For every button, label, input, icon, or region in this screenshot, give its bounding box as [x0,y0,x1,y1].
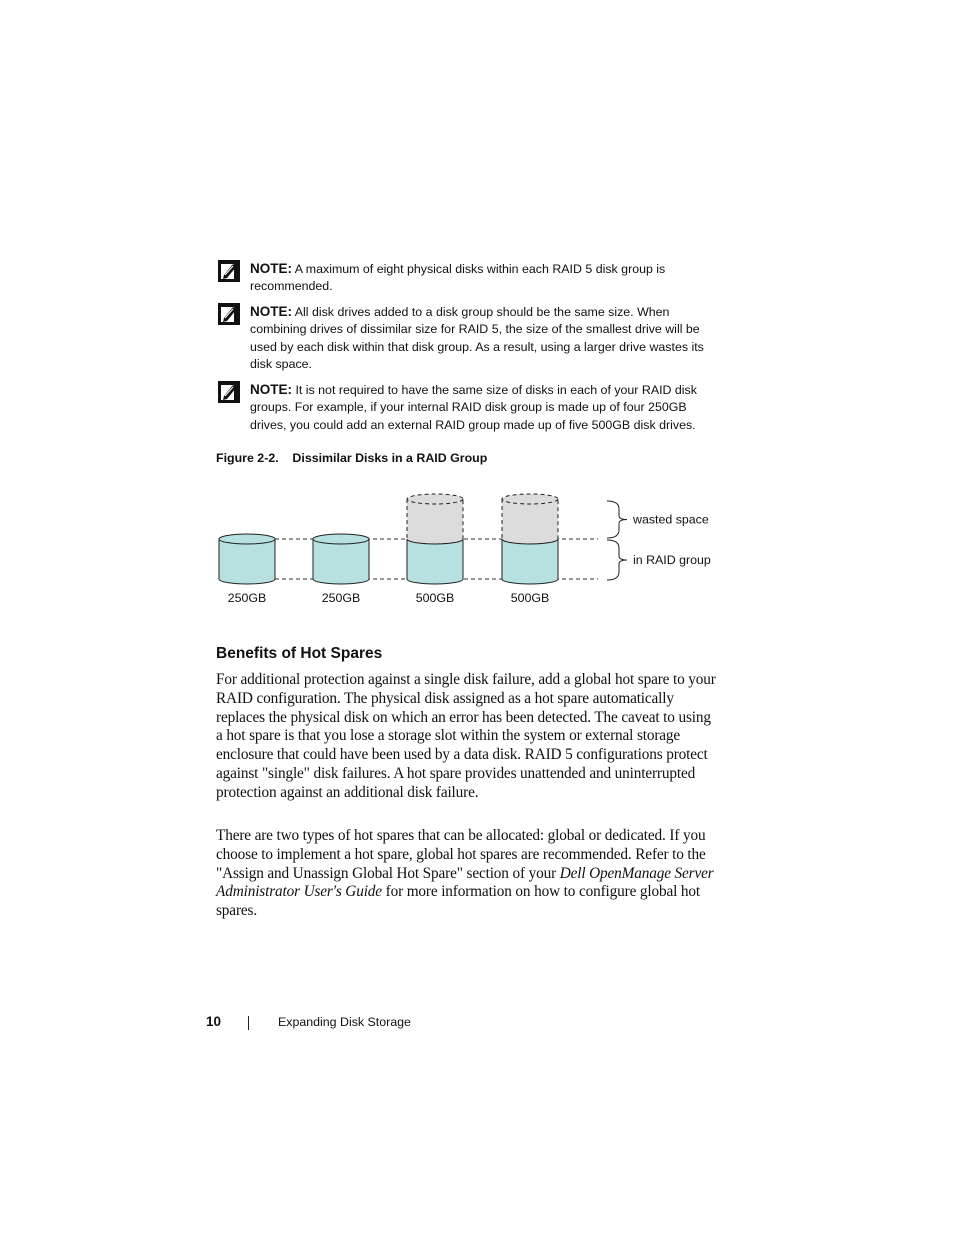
paragraph-hot-spare-types [216,827,716,921]
note-3 [216,381,716,434]
paragraph-text: for more information on how to configure global hot spares. [216,883,700,920]
wasted-space-segment [502,499,558,544]
raid-used-segment [313,539,369,584]
wasted-space-brace [607,501,627,538]
disk-size-label: 500GB [510,591,550,605]
note-body: All disk drives added to a disk group should be the same size. When combining drives of dissimilar size for RAID 5, the size of the smallest drive will be used by each disk within that disk group. As a result, using a larger drive wastes its disk space. [250,305,704,371]
disk-top [407,494,463,504]
page-number: 10 [206,1014,222,1029]
guide-title: Dell OpenManage Server Administrator User's Guide [216,864,714,901]
disk-top [502,494,558,504]
note-text [250,381,716,434]
note-label: NOTE: [250,304,292,319]
figure-caption: Figure 2-2. Dissimilar Disks in a RAID Group [216,451,488,465]
legend-wasted-space: wasted space [633,512,709,527]
wasted-space-segment [407,499,463,544]
disk-size-label: 500GB [415,591,455,605]
raid-disk-figure [210,488,730,613]
disk-top [219,534,275,544]
paragraph-text: There are two types of hot spares that can be allocated: global or dedicated. If you choose to implement a hot spare, global hot spares are recommended. Refer to the "Assign and Unassign Global Hot Spare" section of your [216,827,706,882]
raid-used-segment [502,539,558,584]
disk-size-label: 250GB [321,591,361,605]
note-text [250,260,716,296]
raid-used-segment [407,539,463,584]
note-body: A maximum of eight physical disks within each RAID 5 disk group is recommended. [250,262,666,294]
note-body: It is not required to have the same size of disks in each of your RAID disk groups. For example, if your internal RAID disk group is made up of four 250GB drives, you could add an external RAID group made up of five 500GB disk drives. [250,383,697,432]
section-heading: Benefits of Hot Spares [216,645,383,662]
legend-in-raid-group: in RAID group [633,553,711,567]
disk-size-label: 250GB [227,591,267,605]
footer-chapter-title: Expanding Disk Storage [278,1015,411,1029]
note-pencil-icon [218,260,240,282]
note-pencil-icon [218,381,240,403]
disk-top [313,534,369,544]
note-1 [216,260,716,296]
paragraph-hot-spare-protection: For additional protection against a single disk failure, add a global hot spare to your RAID configuration. The physical disk assigned as a hot spare automatically replaces the physical disk on which an error has been detected. The caveat to using a hot spare is that you lose a storage slot within the system or external storage enclosure that could have been used by a data disk. RAID 5 configurations protect against "single" disk failures. A hot spare provides unattended and uninterrupted protection against an additional disk failure. [216,671,716,801]
raid-group-brace [607,540,627,580]
footer-divider [248,1016,249,1030]
note-label: NOTE: [250,261,292,276]
raid-used-segment [219,539,275,584]
note-label: NOTE: [250,382,292,397]
note-2 [216,303,716,373]
note-text [250,303,716,373]
note-pencil-icon [218,303,240,325]
